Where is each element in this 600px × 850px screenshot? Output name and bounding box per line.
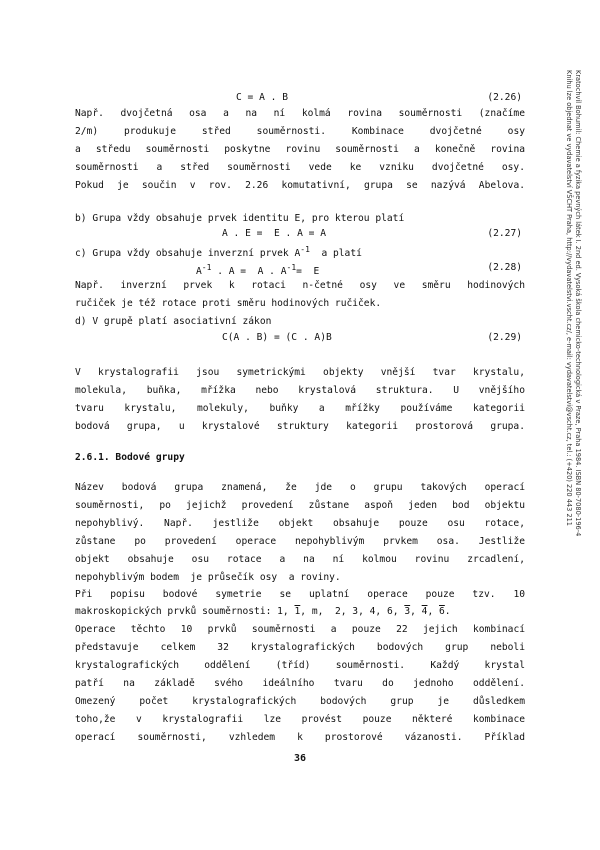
- element-2: 2: [334, 606, 341, 617]
- equation-number-2-29: (2.29): [487, 332, 522, 343]
- paragraph-line: krystalografických oddělení (tříd) souměrnosti. Každý krystal: [75, 660, 525, 671]
- equation-2-28: [196, 262, 319, 278]
- paragraph-line: molekula, buňka, mřížka nebo krystalová struktura. U vnějšího: [75, 385, 525, 396]
- paragraph-line: 2/m) produkuje střed souměrnosti. Kombinace dvojčetné osy: [75, 126, 525, 137]
- superscript: -1: [201, 263, 212, 272]
- paragraph-line: souměrnosti a střed souměrnosti vede ke vzniku dvojčetné osy.: [75, 162, 525, 173]
- paragraph-line: patří na základě svého ideálního tvaru do jednoho oddělení.: [75, 678, 525, 689]
- paragraph-line: Název bodová grupa znamená, že jde o grupu takových operací: [75, 482, 525, 493]
- paragraph-line: Omezený počet krystalografických bodových grup je důsledkem: [75, 696, 525, 707]
- list-item-b: b) Grupa vždy obsahuje prvek identitu E, pro kterou platí: [75, 213, 405, 224]
- paragraph-line: bodová grupa, u krystalové struktury kategorii prostorová grupa.: [75, 421, 525, 432]
- paragraph-line: V krystalografii jsou symetrickými objekty vnější tvar krystalu,: [75, 367, 525, 378]
- list-item-c-tail: a platí: [309, 248, 362, 260]
- paragraph-line: tvaru krystalu, molekuly, buňky a mřížky používáme kategorii: [75, 403, 525, 414]
- superscript: -1: [300, 245, 310, 254]
- page-number: 36: [293, 753, 307, 764]
- element-m: m: [311, 606, 318, 617]
- equation-number-2-27: (2.27): [487, 228, 522, 239]
- element-6: 6: [386, 606, 393, 617]
- equation-2-29: C(A . B) = (C . A)B: [222, 332, 332, 343]
- paragraph-line: a středu souměrnosti poskytne rovinu souměrnosti a konečně rovina: [75, 144, 525, 155]
- equation-number-2-26: (2.26): [487, 92, 522, 103]
- element-4: 4: [369, 606, 376, 617]
- element-3: 3: [352, 606, 359, 617]
- paragraph-line: souměrnosti, po jejichž provedení zůstane aspoň jeden bod objektu: [75, 500, 525, 511]
- list-item-d: d) V grupě platí asociativní zákon: [75, 316, 272, 327]
- paragraph-line: Např. dvojčetná osa a na ní kolmá rovina souměrnosti (značíme: [75, 108, 525, 119]
- paragraph-line: objekt obsahuje osu rotace a na ní kolmou rovinu zrcadlení,: [75, 554, 525, 565]
- paragraph-line: Při popisu bodové symetrie se uplatní operace pouze tzv. 10: [75, 589, 525, 600]
- eq-term: . A = A . A: [211, 266, 287, 278]
- paragraph-line: operací souměrnosti, vzhledem k prostorové vázanosti. Příklad: [75, 732, 525, 743]
- sidebar-line-1: Kratochvíl Bohumil: Chemie a fyzika pevných látek I. 2nd ed. Vysoká škola chemicko-technologická v Praze, Praha 1984. ISBN 80-7080-196-4: [574, 70, 582, 537]
- elements-prefix: makroskopických prvků souměrnosti: 1,: [75, 606, 295, 617]
- section-heading: 2.6.1. Bodové grupy: [75, 452, 185, 463]
- eq-term: = E: [296, 266, 320, 278]
- equation-number-2-28: (2.28): [487, 262, 522, 273]
- paragraph-line: Pokud je součin v rov. 2.26 komutativní, grupa se nazývá Abelova.: [75, 180, 525, 191]
- paragraph-line: ručiček je též rotace proti směru hodinových ručiček.: [75, 298, 382, 309]
- paragraph-line: Operace těchto 10 prvků souměrnosti a pouze 22 jejich kombinací: [75, 624, 525, 635]
- publisher-sidebar: [556, 70, 582, 630]
- element-inversion-6: 6: [439, 606, 445, 617]
- paragraph-line: zůstane po provedení operace nepohyblivým prvkem osa. Jestliže: [75, 536, 525, 547]
- paragraph-line: nepohyblivý. Např. jestliže objekt obsahuje pouze osu rotace,: [75, 518, 525, 529]
- symmetry-elements-line: makroskopických prvků souměrnosti: 1, 1, m, 2, 3, 4, 6, 3, 4, 6.: [75, 606, 451, 617]
- paragraph-line: toho,že v krystalografii lze provést pouze některé kombinace: [75, 714, 525, 725]
- element-inversion-4: 4: [421, 606, 428, 617]
- superscript: -1: [286, 263, 297, 272]
- paragraph-line: nepohyblivým bodem je průsečík osy a roviny.: [75, 572, 341, 583]
- element-inversion-3: 3: [404, 606, 411, 617]
- paragraph-line: Např. inverzní prvek k rotaci n-četné osy ve směru hodinových: [75, 280, 525, 291]
- list-item-c-text: c) Grupa vždy obsahuje inverzní prvek A: [75, 248, 301, 260]
- sidebar-line-2: Knihu lze objednat ve vydavatelství VŠCHT Praha, http://vydavatelstvi.vscht.cz/, e-mail: vydavatelstvi@vscht.cz, tel.: (+420) 220 443 211: [565, 70, 573, 526]
- list-item-c: [75, 244, 525, 260]
- eq-term: A: [196, 266, 202, 278]
- element-inversion-1: 1: [294, 606, 301, 617]
- paragraph-line: představuje celkem 32 krystalografických bodových grup neboli: [75, 642, 525, 653]
- equation-2-27: A . E = E . A = A: [222, 228, 326, 239]
- equation-2-26: C = A . B: [236, 92, 288, 103]
